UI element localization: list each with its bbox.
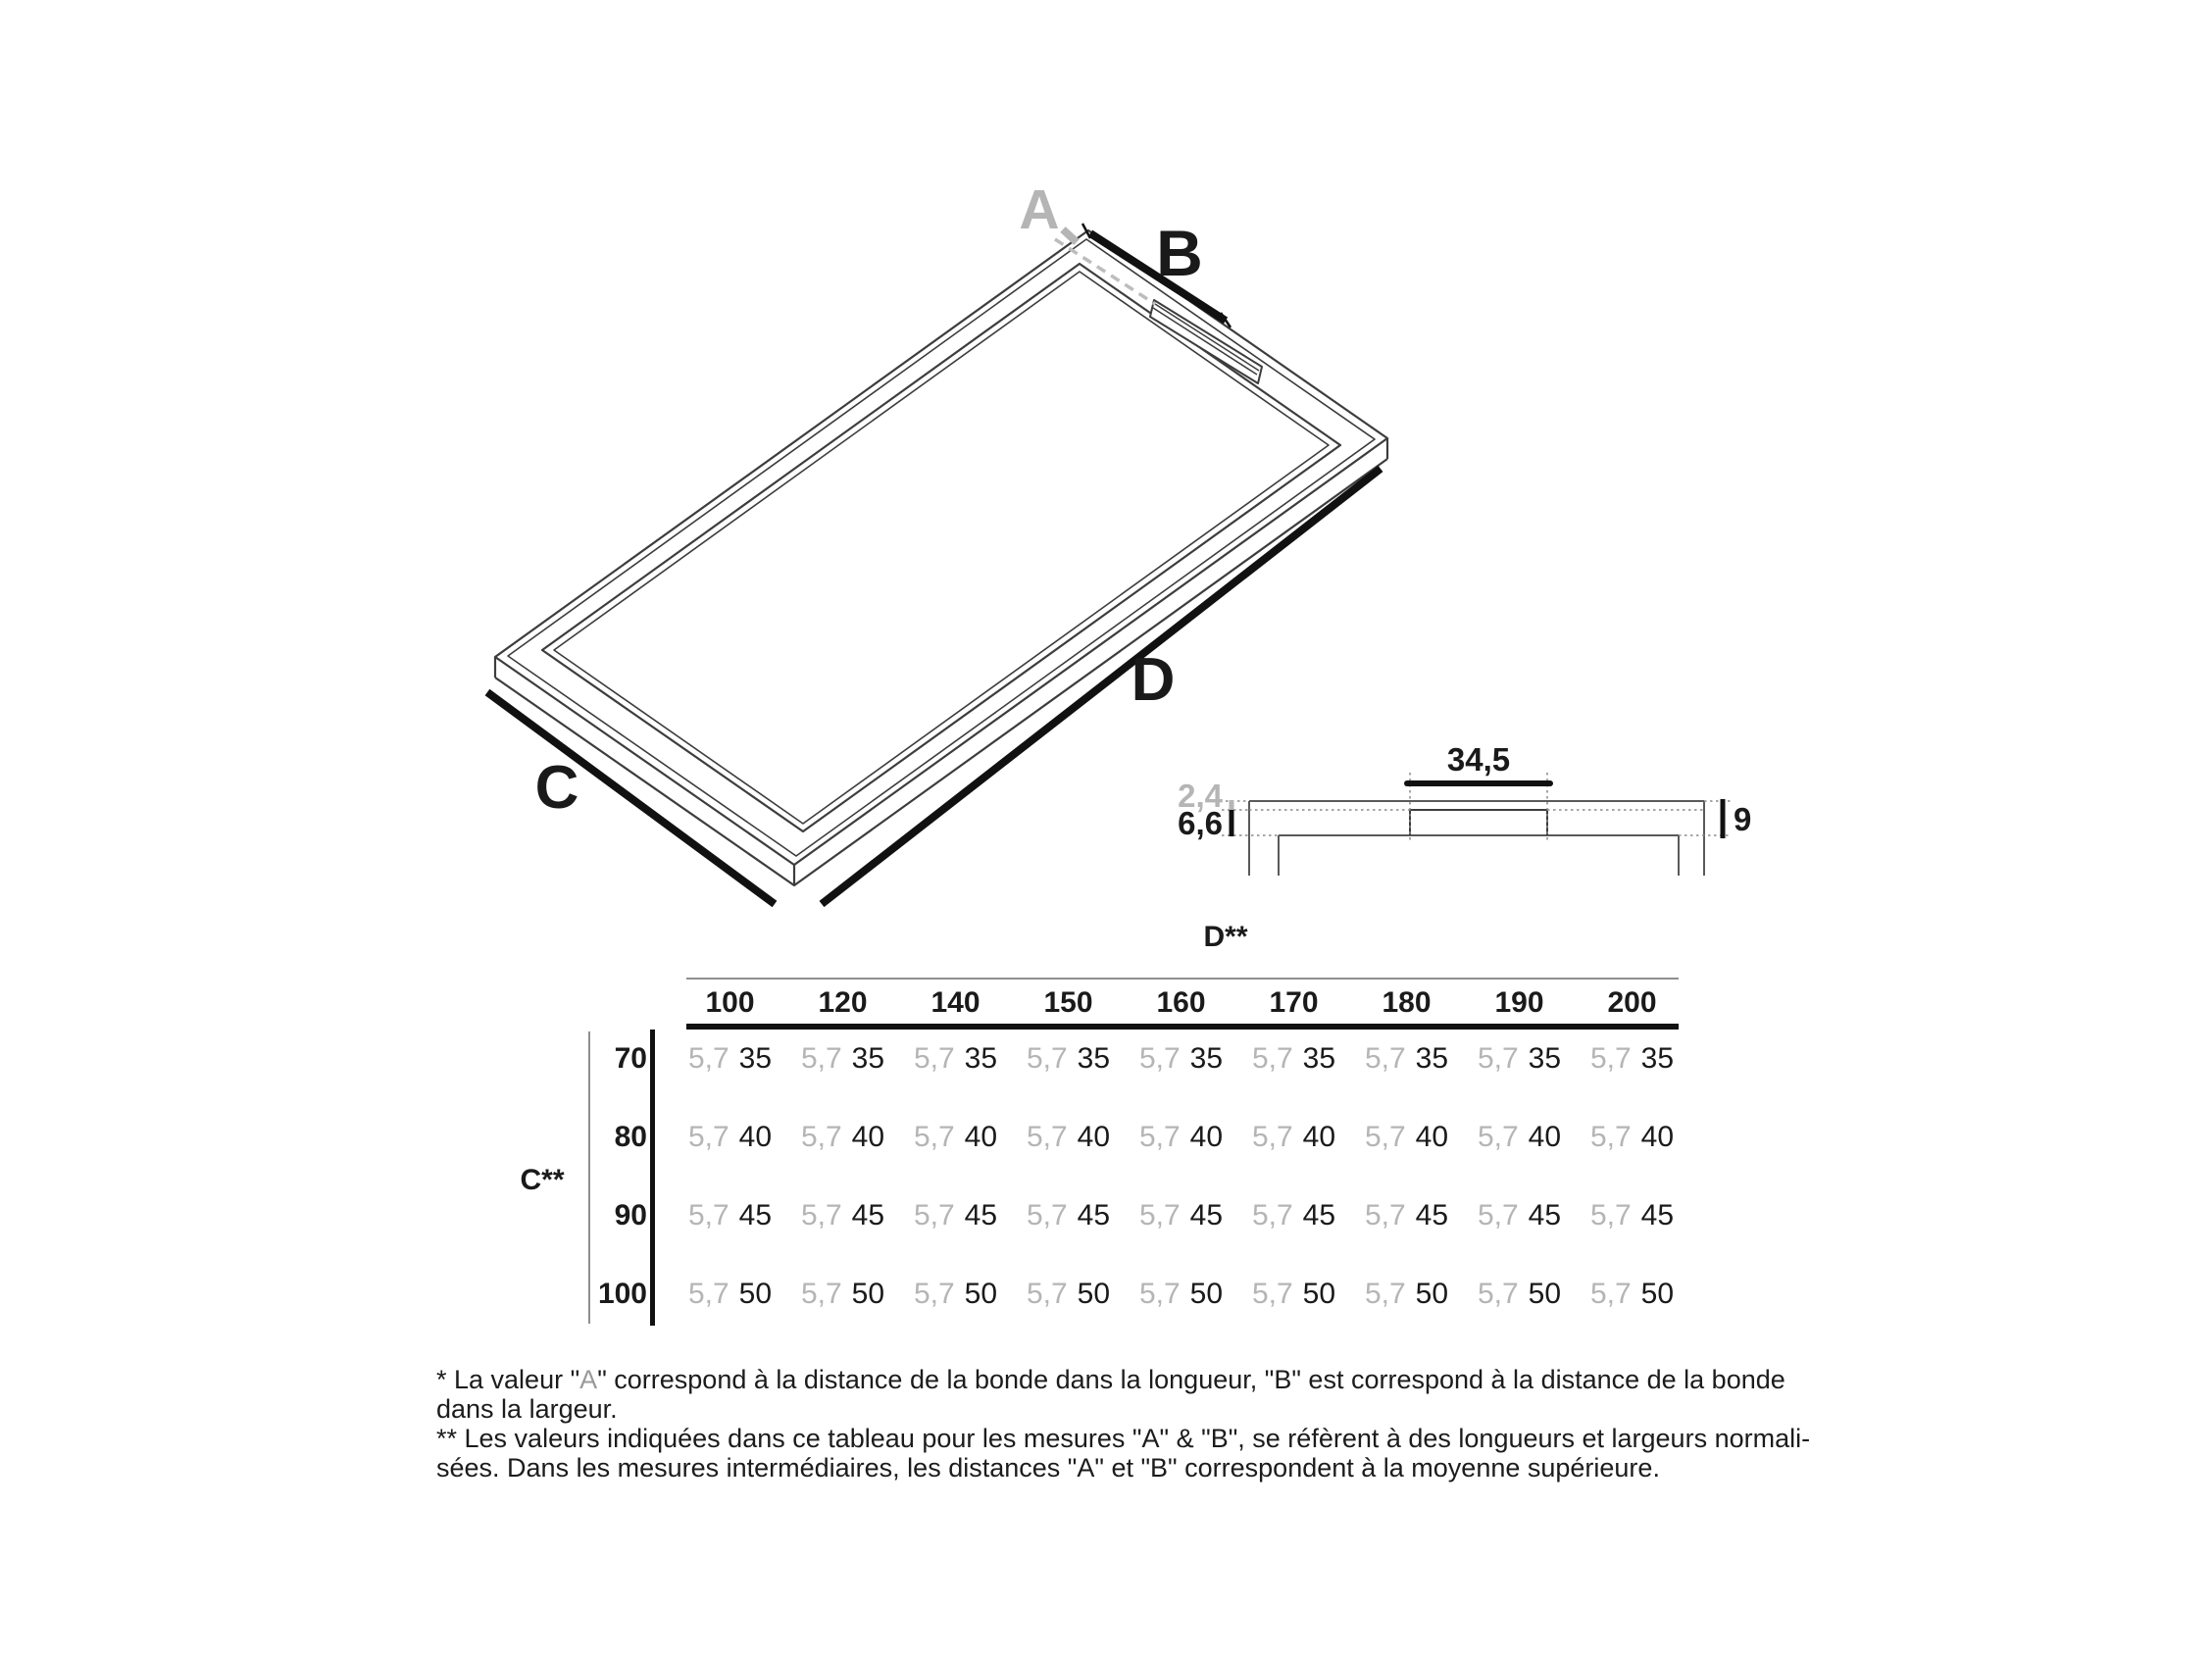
dim-label-a: A <box>1019 178 1060 241</box>
footnote-line-2: dans la largeur. <box>436 1394 618 1424</box>
table-cell <box>1125 1278 1237 1311</box>
table-cell <box>674 1042 786 1076</box>
table-cell <box>899 1121 1012 1154</box>
table-cell <box>1350 1278 1463 1311</box>
cell-value-b: 50 <box>1528 1278 1562 1310</box>
table-cell <box>674 1278 786 1311</box>
table-cell <box>1576 1121 1688 1154</box>
drain-cross-section <box>1178 741 1751 876</box>
cell-value-b: 45 <box>1077 1199 1111 1232</box>
footnote-line-3: ** Les valeurs indiquées dans ce tableau pour les mesures "A" & "B", se réfèrent à des longueurs et largeurs normali- <box>436 1424 1811 1453</box>
column-header-170: 170 <box>1269 986 1319 1019</box>
section-top-width-value: 34,5 <box>1446 741 1511 778</box>
table-cell <box>786 1199 899 1232</box>
table-cell <box>786 1121 899 1154</box>
table-cell <box>1350 1121 1463 1154</box>
tray-rim-outer-step <box>508 239 1375 856</box>
cell-value-b: 50 <box>1640 1278 1675 1310</box>
cell-value-b: 40 <box>1640 1121 1675 1153</box>
table-cell <box>1463 1121 1576 1154</box>
column-header-180: 180 <box>1382 986 1432 1019</box>
table-row-axis-label: C** <box>520 1164 565 1196</box>
cell-value-a: 5,7 <box>1364 1042 1406 1075</box>
cell-value-b: 40 <box>1189 1121 1224 1153</box>
section-lip-value: 2,4 <box>1178 778 1223 814</box>
section-profile <box>1249 801 1704 876</box>
cell-value-b: 40 <box>1077 1121 1111 1153</box>
cell-value-b: 35 <box>1415 1042 1449 1075</box>
cell-value-b: 45 <box>964 1199 998 1232</box>
cell-value-a: 5,7 <box>800 1199 842 1232</box>
row-header-100: 100 <box>597 1278 647 1310</box>
column-header-140: 140 <box>930 986 980 1019</box>
table-cell <box>674 1121 786 1154</box>
cell-value-a: 5,7 <box>1251 1042 1293 1075</box>
cell-value-a: 5,7 <box>1251 1278 1293 1310</box>
table-cell <box>1463 1042 1576 1076</box>
table-cell <box>1463 1278 1576 1311</box>
table-cell <box>1237 1042 1350 1076</box>
column-header-150: 150 <box>1043 986 1093 1019</box>
cell-value-a: 5,7 <box>687 1278 729 1310</box>
cell-value-b: 45 <box>851 1199 885 1232</box>
cell-value-a: 5,7 <box>1477 1199 1519 1232</box>
cell-value-a: 5,7 <box>1589 1199 1632 1232</box>
cell-value-b: 35 <box>738 1042 773 1075</box>
cell-value-b: 40 <box>851 1121 885 1153</box>
tray-thickness-edges <box>495 438 1387 885</box>
cell-value-a: 5,7 <box>1026 1121 1068 1153</box>
table-cell <box>1350 1042 1463 1076</box>
table-cell <box>1576 1042 1688 1076</box>
cell-value-a: 5,7 <box>913 1042 955 1075</box>
cell-value-b: 35 <box>1640 1042 1675 1075</box>
cell-value-b: 35 <box>851 1042 885 1075</box>
table-cell <box>1576 1199 1688 1232</box>
cell-value-b: 45 <box>1528 1199 1562 1232</box>
cell-value-a: 5,7 <box>800 1121 842 1153</box>
cell-value-a: 5,7 <box>687 1199 729 1232</box>
cell-value-b: 45 <box>1415 1199 1449 1232</box>
cell-value-b: 45 <box>1189 1199 1224 1232</box>
row-header-80: 80 <box>614 1121 647 1153</box>
column-header-100: 100 <box>705 986 755 1019</box>
cell-value-a: 5,7 <box>1589 1121 1632 1153</box>
cell-value-a: 5,7 <box>1364 1121 1406 1153</box>
cell-value-b: 45 <box>1302 1199 1336 1232</box>
size-table-grid <box>588 1020 1688 1333</box>
table-cell <box>1012 1121 1125 1154</box>
cell-value-a: 5,7 <box>1251 1121 1293 1153</box>
cell-value-a: 5,7 <box>1026 1042 1068 1075</box>
cell-value-a: 5,7 <box>1138 1042 1181 1075</box>
table-cell <box>1012 1199 1125 1232</box>
cell-value-a: 5,7 <box>1477 1121 1519 1153</box>
table-cell <box>1463 1199 1576 1232</box>
cell-value-a: 5,7 <box>1138 1199 1181 1232</box>
cell-value-b: 45 <box>1640 1199 1675 1232</box>
table-cell <box>786 1278 899 1311</box>
cell-value-a: 5,7 <box>913 1278 955 1310</box>
cell-value-b: 40 <box>1415 1121 1449 1153</box>
cell-value-a: 5,7 <box>1364 1278 1406 1310</box>
section-height-value: 9 <box>1734 801 1752 837</box>
cell-value-b: 35 <box>1302 1042 1336 1075</box>
column-header-160: 160 <box>1156 986 1206 1019</box>
table-cell <box>1350 1199 1463 1232</box>
table-cell <box>1576 1278 1688 1311</box>
table-cell <box>786 1042 899 1076</box>
column-header-190: 190 <box>1494 986 1544 1019</box>
table-cell <box>1237 1278 1350 1311</box>
row-header-90: 90 <box>614 1199 647 1232</box>
cell-value-b: 50 <box>1302 1278 1336 1310</box>
cell-value-a: 5,7 <box>1138 1121 1181 1153</box>
footnote-line-1: * La valeur "A" correspond à la distance de la bonde dans la longueur, "B" est correspond à la distance de la bonde <box>436 1365 1785 1394</box>
cell-value-b: 40 <box>964 1121 998 1153</box>
size-table-header <box>674 982 1688 1024</box>
cell-value-b: 50 <box>964 1278 998 1310</box>
cell-value-a: 5,7 <box>1138 1278 1181 1310</box>
cell-value-a: 5,7 <box>1026 1278 1068 1310</box>
cell-value-b: 35 <box>964 1042 998 1075</box>
table-cell <box>899 1199 1012 1232</box>
cell-value-a: 5,7 <box>687 1042 729 1075</box>
cell-value-a: 5,7 <box>913 1121 955 1153</box>
cell-value-a: 5,7 <box>1364 1199 1406 1232</box>
cell-value-a: 5,7 <box>1589 1042 1632 1075</box>
section-drain-box <box>1410 810 1547 835</box>
column-header-120: 120 <box>818 986 868 1019</box>
cell-value-b: 50 <box>851 1278 885 1310</box>
row-header-70: 70 <box>614 1042 647 1075</box>
cell-value-a: 5,7 <box>1477 1042 1519 1075</box>
dimension-c-line <box>487 692 775 904</box>
table-cell <box>674 1199 786 1232</box>
cell-value-b: 40 <box>1302 1121 1336 1153</box>
table-cell <box>1125 1042 1237 1076</box>
cell-value-a: 5,7 <box>800 1278 842 1310</box>
table-column-axis-label: D** <box>1203 921 1248 953</box>
section-depth-value: 6,6 <box>1178 805 1223 841</box>
cell-value-a: 5,7 <box>1589 1278 1632 1310</box>
cell-value-a: 5,7 <box>913 1199 955 1232</box>
cell-value-a: 5,7 <box>1477 1278 1519 1310</box>
table-cell <box>1125 1199 1237 1232</box>
cell-value-b: 50 <box>738 1278 773 1310</box>
cell-value-a: 5,7 <box>687 1121 729 1153</box>
table-cell <box>899 1042 1012 1076</box>
cell-value-a: 5,7 <box>1251 1199 1293 1232</box>
dim-label-b: B <box>1156 217 1203 289</box>
cell-value-b: 50 <box>1415 1278 1449 1310</box>
tray-isometric-drawing <box>495 230 1387 885</box>
dim-label-d: D <box>1131 646 1176 714</box>
cell-value-b: 35 <box>1077 1042 1111 1075</box>
table-cell <box>1012 1042 1125 1076</box>
cell-value-b: 35 <box>1189 1042 1224 1075</box>
dim-a-arrow <box>1063 229 1077 242</box>
footnotes <box>436 1365 1810 1483</box>
table-cell <box>899 1278 1012 1311</box>
cell-value-b: 40 <box>1528 1121 1562 1153</box>
cell-value-b: 35 <box>1528 1042 1562 1075</box>
cell-value-a: 5,7 <box>800 1042 842 1075</box>
dim-label-c: C <box>534 754 579 822</box>
cell-value-b: 50 <box>1077 1278 1111 1310</box>
cell-value-b: 45 <box>738 1199 773 1232</box>
table-top-rule <box>686 978 1679 980</box>
cell-value-b: 50 <box>1189 1278 1224 1310</box>
column-header-200: 200 <box>1607 986 1657 1019</box>
cell-value-b: 40 <box>738 1121 773 1153</box>
footnote-a-highlight: A <box>579 1365 598 1394</box>
cell-value-a: 5,7 <box>1026 1199 1068 1232</box>
table-cell <box>1237 1121 1350 1154</box>
dimension-d-line <box>822 469 1381 904</box>
table-cell <box>1012 1278 1125 1311</box>
table-cell <box>1125 1121 1237 1154</box>
footnote-line-4: sées. Dans les mesures intermédiaires, les distances "A" et "B" correspondent à la moyenne supérieure. <box>436 1453 1660 1483</box>
table-cell <box>1237 1199 1350 1232</box>
